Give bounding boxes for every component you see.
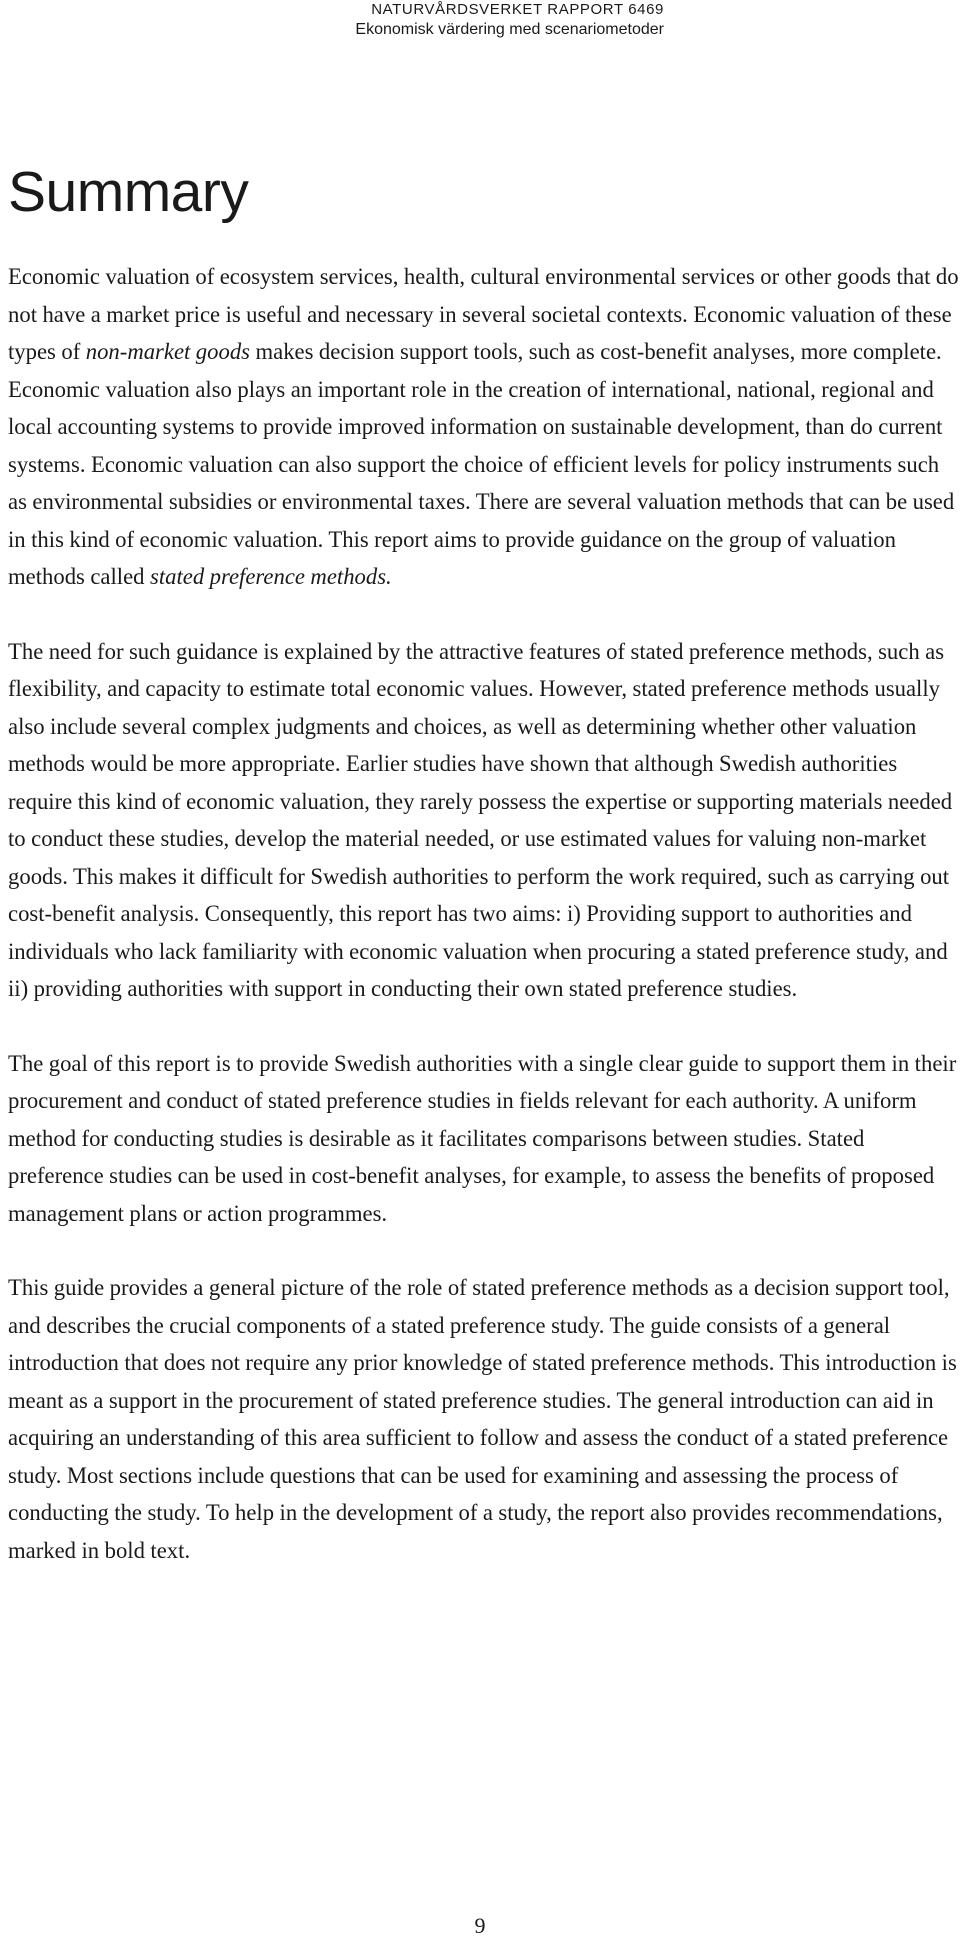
paragraph-4: This guide provides a general picture of the role of stated preference methods as a decision support tool, and describes the crucial components of a stated preference study. The guide consists of a general introduction that does not require any prior knowledge of stated preference methods. This introduction is meant as a support in the procurement of stated preference studies. The general introduction can aid in acquiring an understanding of this area sufficient to follow and assess the conduct of a stated preference study. Most sections include questions that can be used for examining and assessing the process of conducting the study. To help in the development of a study, the report also provides recommendations, marked in bold text. [8,1275,957,1563]
report-header [355,0,664,40]
report-series-label: NATURVÅRDSVERKET RAPPORT 6469 [371,1,664,18]
paragraph-2: The need for such guidance is explained by the attractive features of stated preference methods, such as flexibility, and capacity to estimate total economic values. However, stated preference methods usually also include several complex judgments and choices, as well as determining whether other valuation methods would be more appropriate. Earlier studies have shown that although Swedish authorities require this kind of economic valuation, they rarely possess the expertise or supporting materials needed to conduct these studies, develop the material needed, or use estimated values for valuing non-market goods. This makes it difficult for Swedish authorities to perform the work required, such as carrying out cost-benefit analysis. Consequently, this report has two aims: i) Providing support to authorities and individuals who lack familiarity with economic valuation when procuring a stated preference study, and ii) providing authorities with support in conducting their own stated preference studies. [8,638,953,1001]
paragraph-1 [8,258,960,596]
paragraph-1-emphasis-stated-preference: stated preference methods. [149,564,392,589]
summary-body [8,258,960,1569]
paragraph-3: The goal of this report is to provide Swedish authorities with a single clear guide to support them in their procurement and conduct of stated preference studies in fields relevant for each authority. A uniform method for conducting studies is desirable as it facilitates comparisons between studies. Stated preference studies can be used in cost-benefit analyses, for example, to assess the benefits of proposed management plans or action programmes. [8,1050,957,1226]
paragraph-1-text-a: Economic valuation of ecosystem services, health, cultural environmental services or other goods that do not have a market price is useful and necessary in several societal contexts. Economic valuation of these types of [8,264,959,364]
paragraph-1-text-c: makes decision support tools, such as cost-benefit analyses, more complete. Economic valuation also plays an important role in the creation of international, national, regional and local accounting systems to provide improved information on sustainable development, than do current systems. Economic valuation can also support the choice of efficient levels for policy instruments such as environmental subsidies or environmental taxes. There are several valuation methods that can be used in this kind of economic valuation. This report aims to provide guidance on the group of valuation methods called [8,339,955,589]
page-number: 9 [474,1913,486,1938]
report-subtitle: Ekonomisk värdering med scenariometoder [355,21,664,38]
paragraph-1-emphasis-non-market-goods: non-market goods [85,339,250,364]
page-title: Summary [8,160,249,224]
